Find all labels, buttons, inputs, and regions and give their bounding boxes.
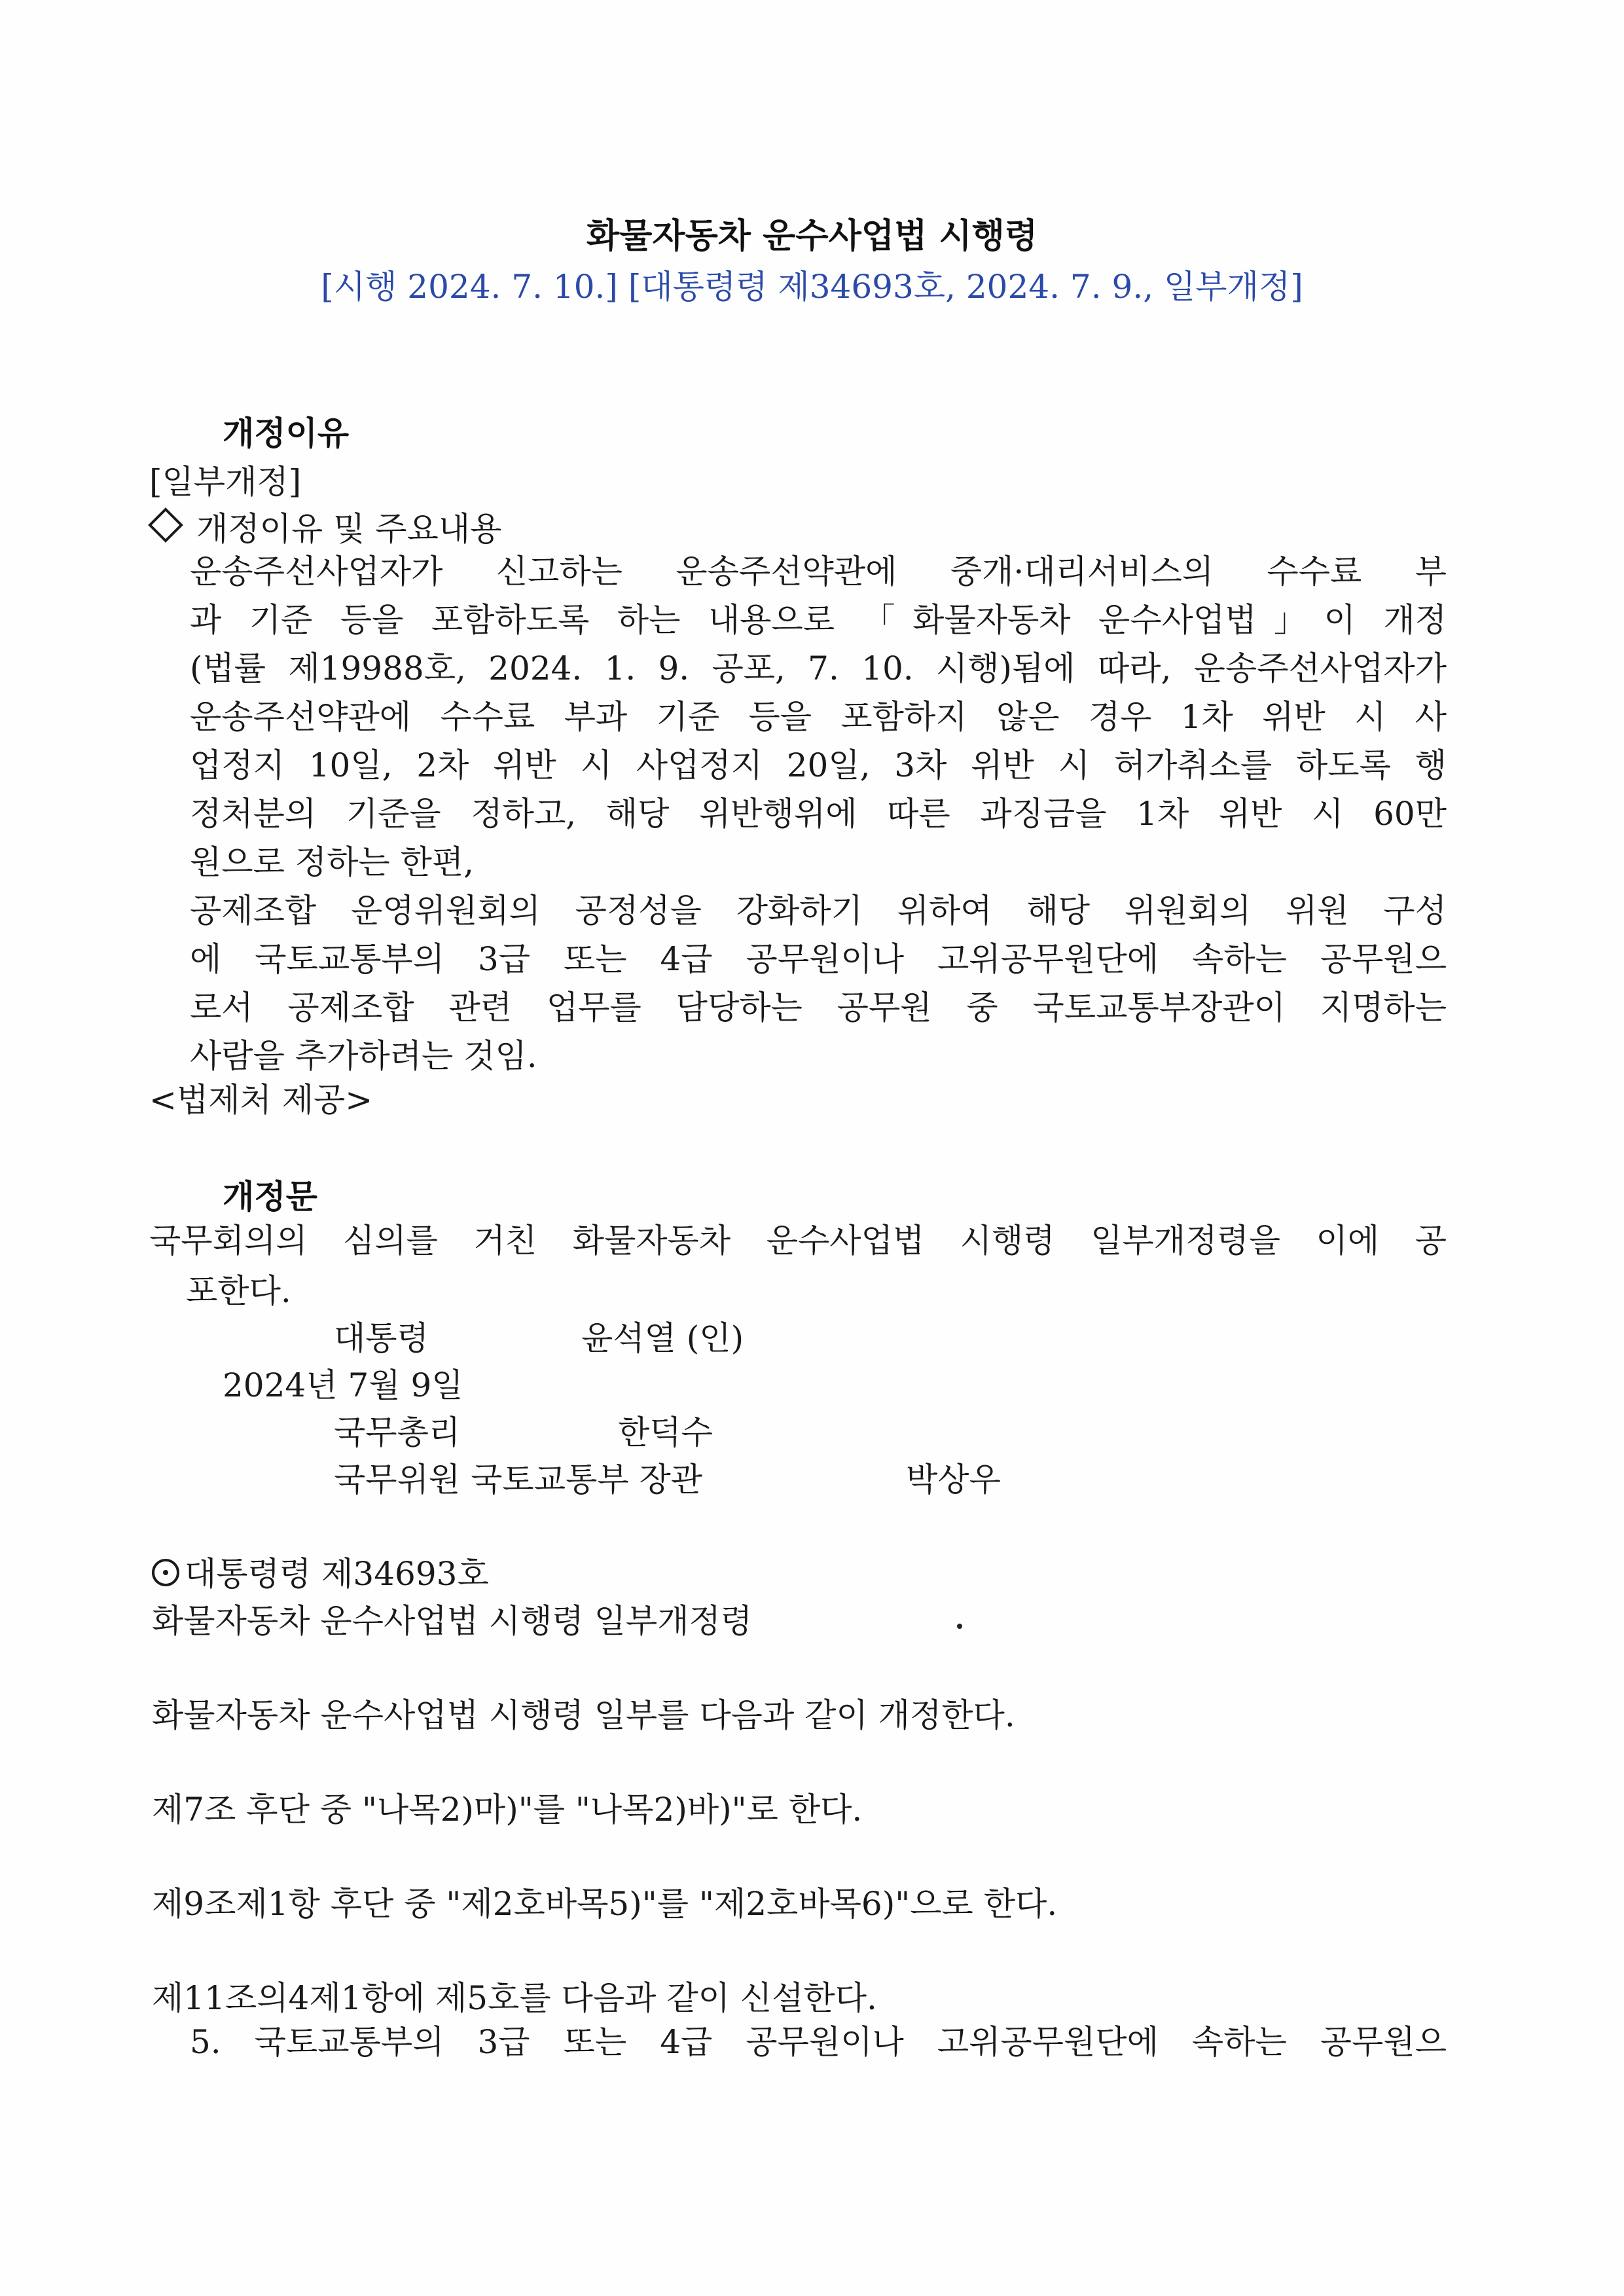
reason-main-label: 개정이유 및 주요내용 bbox=[196, 510, 502, 548]
document-title: 화물자동차 운수사업법 시행령 bbox=[586, 217, 1038, 256]
text-line: 원으로 정하는 한편, bbox=[190, 843, 475, 881]
president-title: 대통령 bbox=[334, 1319, 429, 1357]
text-line: 업정지 10일, 2차 위반 시 사업정지 20일, 3차 위반 시 허가취소를 하도록 행 bbox=[190, 746, 1447, 784]
text-line: 운송주선약관에 수수료 부과 기준 등을 포함하지 않은 경우 1차 위반 시 사 bbox=[190, 698, 1447, 736]
reason-paragraph-1 bbox=[190, 547, 1447, 886]
decree-name: 화물자동차 운수사업법 시행령 일부개정령 bbox=[152, 1602, 753, 1640]
minister-title: 국무위원 국토교통부 장관 bbox=[334, 1461, 703, 1499]
amendment-heading: 개정문 bbox=[223, 1178, 317, 1216]
text-line: 로서 공제조합 관련 업무를 담당하는 공무원 중 국토교통부장관이 지명하는 bbox=[190, 989, 1447, 1027]
text-line: 운송주선사업자가 신고하는 운송주선약관에 중개·대리서비스의 수수료 부 bbox=[190, 553, 1447, 591]
promulgation-date: 2024년 7월 9일 bbox=[223, 1366, 463, 1404]
decree-item-5 bbox=[190, 2018, 1447, 2066]
text-line: 사람을 추가하려는 것임. bbox=[190, 1037, 537, 1075]
amendment-type-label: [일부개정] bbox=[149, 463, 302, 501]
document-subtitle: [시행 2024. 7. 10.] [대통령령 제34693호, 2024. 7. 9., 일부개정] bbox=[321, 268, 1303, 306]
reason-paragraph-2 bbox=[190, 886, 1447, 1080]
text-line: 5. 국토교통부의 3급 또는 4급 공무원이나 고위공무원단에 속하는 공무원으 bbox=[190, 2023, 1447, 2061]
decree-change-2: 제9조제1항 후단 중 "제2호바목5)"를 "제2호바목6)"으로 한다. bbox=[152, 1885, 1058, 1923]
text-line: 에 국토교통부의 3급 또는 4급 공무원이나 고위공무원단에 속하는 공무원으 bbox=[190, 940, 1447, 978]
amendment-intro-line-2: 포한다. bbox=[186, 1272, 291, 1310]
decree-lead: 화물자동차 운수사업법 시행령 일부를 다음과 같이 개정한다. bbox=[152, 1696, 1015, 1734]
minister-name: 박상우 bbox=[906, 1461, 1001, 1499]
decree-change-3: 제11조의4제1항에 제5호를 다음과 같이 신설한다. bbox=[152, 1979, 877, 2017]
text-line: 과 기준 등을 포함하도록 하는 내용으로 「화물자동차 운수사업법」이 개정 bbox=[190, 601, 1447, 639]
prime-minister-title: 국무총리 bbox=[334, 1413, 461, 1451]
reason-main-label-row bbox=[149, 503, 502, 550]
text-line: 국무회의의 심의를 거친 화물자동차 운수사업법 시행령 일부개정령을 이에 공 bbox=[149, 1222, 1447, 1260]
reason-heading: 개정이유 bbox=[223, 414, 350, 452]
president-name: 윤석열 (인) bbox=[581, 1319, 744, 1357]
decree-number-row bbox=[152, 1548, 489, 1595]
decree-change-1: 제7조 후단 중 "나목2)마)"를 "나목2)바)"로 한다. bbox=[152, 1791, 863, 1829]
circle-dot-icon bbox=[152, 1559, 179, 1586]
prime-minister-name: 한덕수 bbox=[618, 1413, 713, 1451]
text-line: (법률 제19988호, 2024. 1. 9. 공포, 7. 10. 시행)됨에 따라, 운송주선사업자가 bbox=[190, 649, 1447, 687]
text-line: 정처분의 기준을 정하고, 해당 위반행위에 따른 과징금을 1차 위반 시 60만 bbox=[190, 795, 1447, 833]
scan-speck bbox=[957, 1624, 962, 1629]
text-line: 공제조합 운영위원회의 공정성을 강화하기 위하여 해당 위원회의 위원 구성 bbox=[190, 892, 1447, 930]
amendment-intro bbox=[149, 1216, 1447, 1265]
source-note: <법제처 제공> bbox=[149, 1081, 373, 1119]
decree-number: 대통령령 제34693호 bbox=[185, 1555, 489, 1593]
diamond-bullet-icon bbox=[148, 507, 183, 543]
